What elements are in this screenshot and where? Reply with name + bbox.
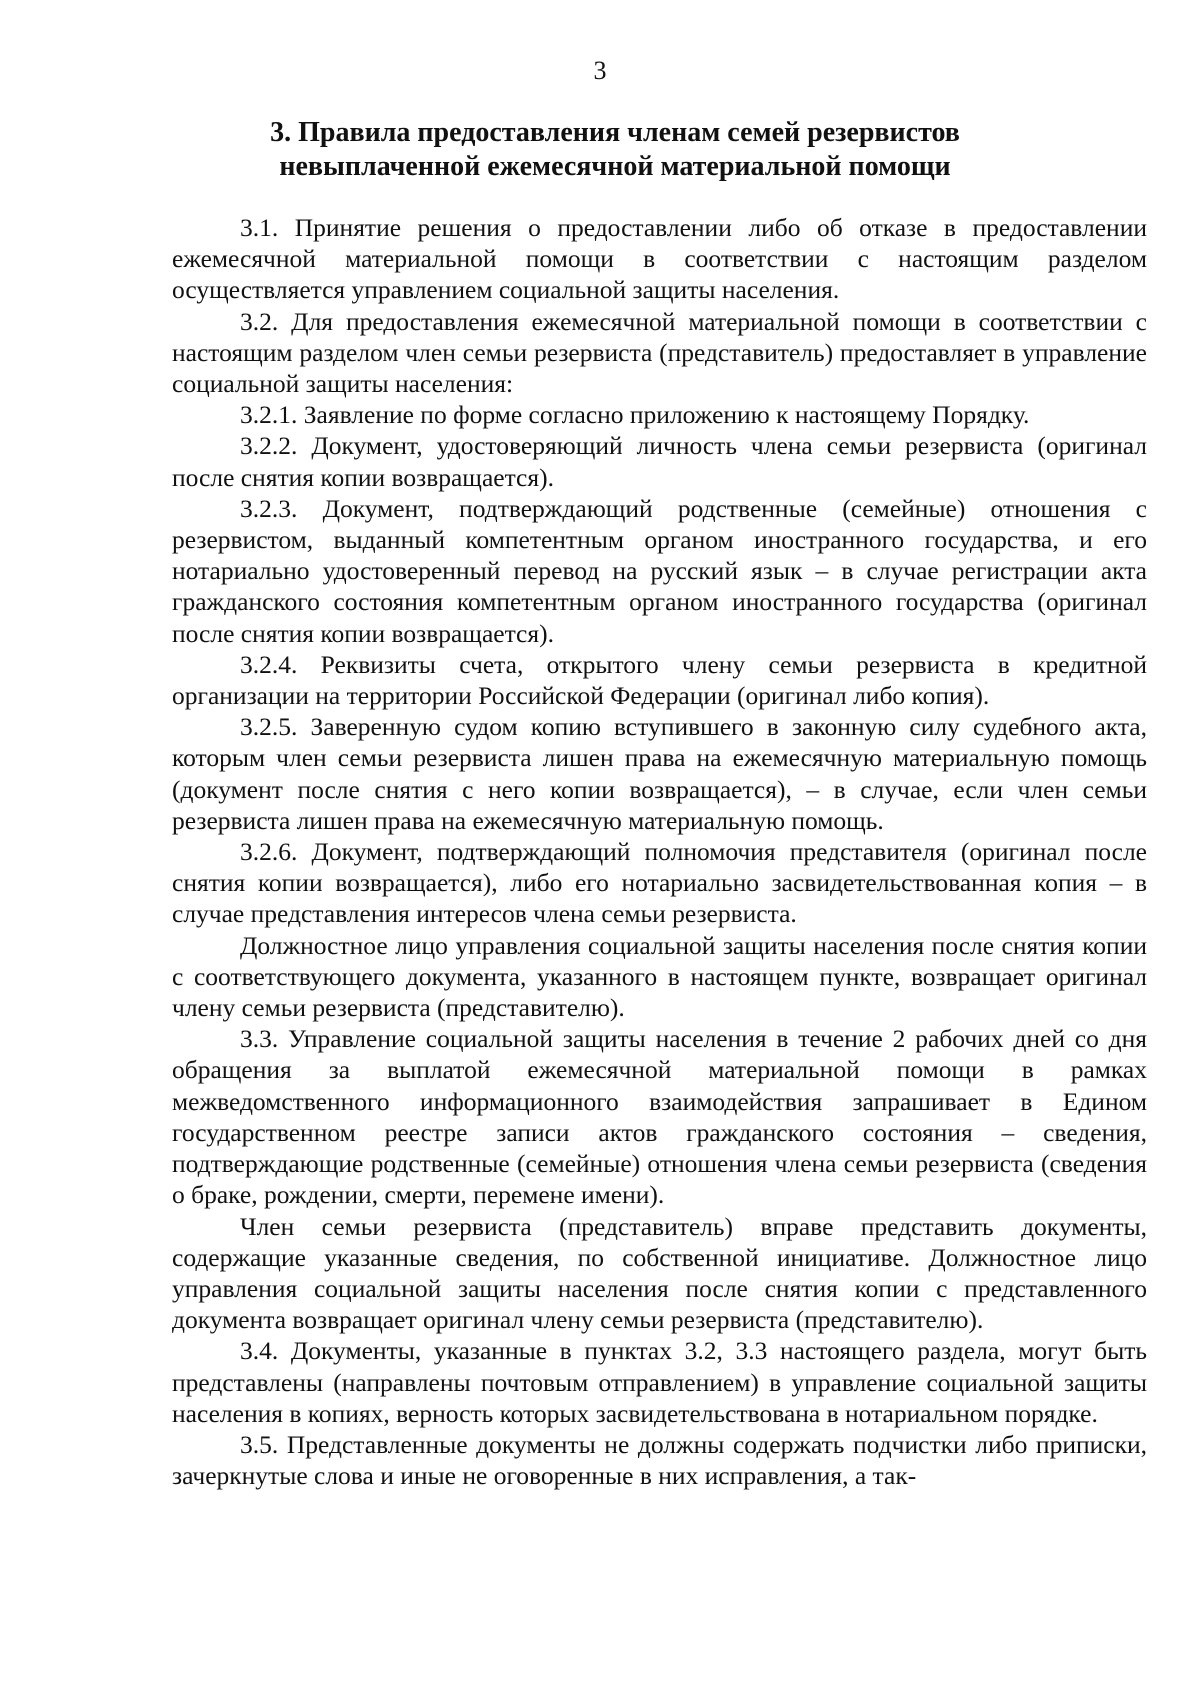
document-body — [172, 212, 1147, 1491]
paragraph-3-5: 3.5. Представленные документы не должны содержать подчистки либо приписки, зачеркнутые слова и иные не оговоренные в них исправления, а так- — [172, 1429, 1147, 1491]
paragraph-3-2-2: 3.2.2. Документ, удостоверяющий личность члена семьи резервиста (оригинал после снятия копии возвращается). — [172, 431, 1147, 492]
paragraph-3-2-3: 3.2.3. Документ, подтверждающий родственные (семейные) отношения с резервистом, выданный компетентным органом иностранного государства, и его нотариально удостоверенный перевод на русский язык – в случае регистрации акта гражданского состояния компетентным органом иностранного государства (оригинал после снятия копии возвращается). — [172, 493, 1147, 648]
paragraph-3-1: 3.1. Принятие решения о предоставлении либо об отказе в предоставлении ежемесячной материальной помощи в соответствии с настоящим разделом осуществляется управлением социальной защиты населения. — [172, 213, 1147, 305]
section-title — [200, 116, 1030, 184]
paragraph-3-4: 3.4. Документы, указанные в пунктах 3.2, 3.3 настоящего раздела, могут быть представлены (направлены почтовым отправлением) в управление социальной защиты населения в копиях, верность которых засвидетельствована в нотариальном порядке. — [172, 1336, 1147, 1428]
paragraph-3-2-6: 3.2.6. Документ, подтверждающий полномочия представителя (оригинал после снятия копии возвращается), либо его нотариально засвидетельствованная копия – в случае представления интересов члена семьи резервиста. — [172, 837, 1147, 929]
paragraph-3-2-1: 3.2.1. Заявление по форме согласно приложению к настоящему Порядку. — [240, 400, 1030, 430]
paragraph-3-2: 3.2. Для предоставления ежемесячной материальной помощи в соответствии с настоящим разделом член семьи резервиста (представитель) предоставляет в управление социальной защиты населения: — [172, 306, 1147, 399]
paragraph-3-2-5: 3.2.5. Заверенную судом копию вступившего в законную силу судебного акта, которым член семьи резервиста лишен права на ежемесячную материальную помощь (документ после снятия с него копии возвращается), – в случае, если член семьи резервиста лишен права на ежемесячную материальную помощь. — [172, 712, 1147, 835]
paragraph-official-return: Должностное лицо управления социальной защиты населения после снятия копии с соответствующего документа, указанного в настоящем пункте, возвращает оригинал члену семьи резервиста (представителю). — [172, 930, 1147, 1023]
section-title-line-1: 3. Правила предоставления членам семей резервистов — [270, 117, 960, 148]
page-number: 3 — [593, 56, 607, 85]
paragraph-3-3: 3.3. Управление социальной защиты населения в течение 2 рабочих дней со дня обращения за выплатой ежемесячной материальной помощи в рамках межведомственного информационного взаимодействия запрашивает в Едином государственном реестре записи актов гражданского состояния – сведения, подтверждающие родственные (семейные) отношения члена семьи резервиста (сведения о браке, рождении, смерти, перемене имени). — [172, 1024, 1147, 1210]
paragraph-3-2-4: 3.2.4. Реквизиты счета, открытого члену семьи резервиста в кредитной организации на территории Российской Федерации (оригинал либо копия). — [172, 649, 1147, 711]
paragraph-own-initiative: Член семьи резервиста (представитель) вправе представить документы, содержащие указанные сведения, по собственной инициативе. Должностное лицо управления социальной защиты населения после снятия копии с представленного документа возвращает оригинал члену семьи резервиста (представителю). — [172, 1211, 1147, 1335]
section-title-line-2: невыплаченной ежемесячной материальной помощи — [279, 151, 951, 182]
